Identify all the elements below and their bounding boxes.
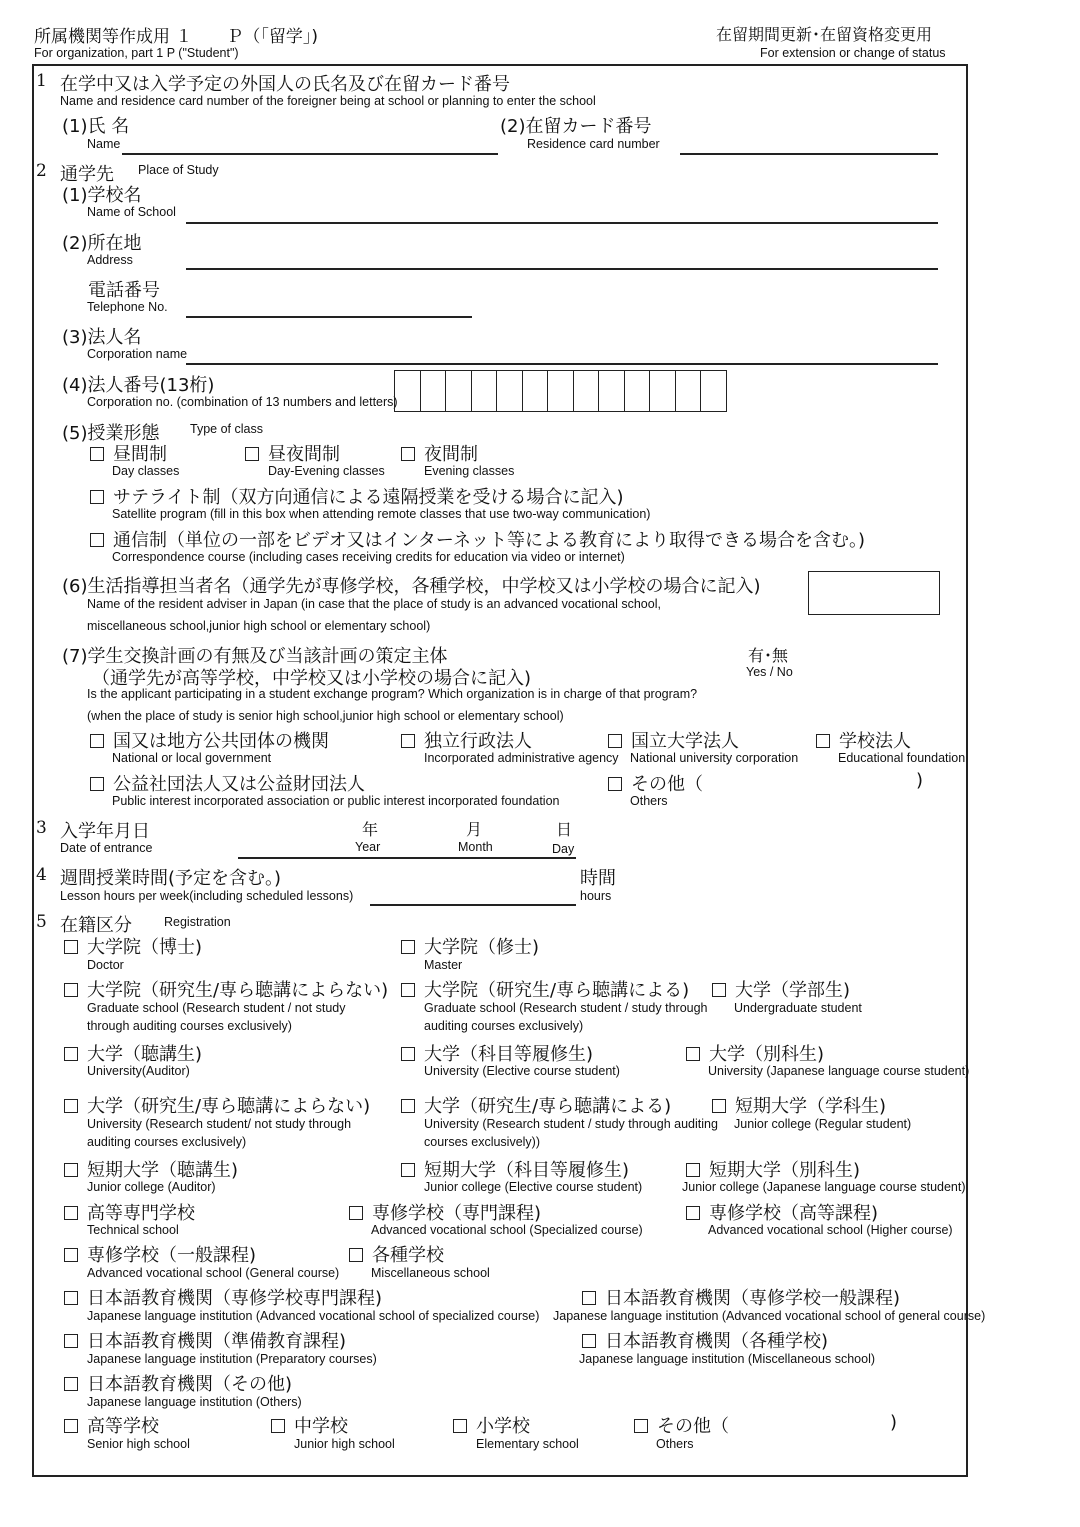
option-label: 日本語教育機関（専修学校専門課程) — [87, 1288, 383, 1309]
corporation-number-digit[interactable] — [650, 371, 676, 411]
registration-option-en-2: auditing courses exclusively) — [87, 1135, 247, 1149]
year-label-en: Year — [355, 840, 381, 854]
section-4-title-jp: 週間授業時間(予定を含む。) — [60, 868, 282, 889]
option-label: 短期大学（別科生) — [709, 1160, 861, 1181]
option-label: 日本語教育機関（準備教育課程) — [87, 1331, 347, 1352]
checkbox[interactable] — [401, 1163, 415, 1177]
registration-option-en: Junior college (Regular student) — [734, 1117, 912, 1131]
checkbox[interactable] — [64, 1334, 78, 1348]
registration-option[interactable] — [686, 1040, 824, 1066]
checkbox[interactable] — [64, 1291, 78, 1305]
corporation-no-label-en: Corporation no. (combination of 13 numbers and letters) — [87, 395, 398, 409]
checkbox[interactable] — [401, 1099, 415, 1113]
registration-option[interactable] — [453, 1412, 530, 1438]
name-label-jp: (1)氏 名 — [62, 116, 130, 137]
address-field[interactable] — [186, 268, 938, 270]
hours-label-en: hours — [580, 889, 612, 903]
option-label: 小学校 — [476, 1416, 530, 1437]
option-label: 昼間制 — [113, 444, 167, 465]
checkbox[interactable] — [90, 734, 104, 748]
option-day-evening-classes-en: Day-Evening classes — [268, 464, 385, 478]
registration-option-en: Doctor — [87, 958, 124, 972]
corporation-number-digit[interactable] — [599, 371, 625, 411]
registration-option-en: Undergraduate student — [734, 1001, 862, 1015]
option-correspondence-en: Correspondence course (including cases receiving credits for education via video or internet) — [112, 550, 625, 564]
option-label: 短期大学（聴講生) — [87, 1160, 239, 1181]
registration-option-en: Master — [424, 958, 463, 972]
option-label: 国立大学法人 — [631, 731, 739, 752]
section-4-number: 4 — [36, 865, 47, 885]
residence-card-field[interactable] — [680, 153, 938, 155]
adviser-label-en-1: Name of the resident adviser in Japan (in case that the place of study is an advanced vocational school, — [87, 597, 661, 611]
checkbox[interactable] — [64, 1419, 78, 1433]
checkbox[interactable] — [401, 983, 415, 997]
option-label: 短期大学（学科生) — [735, 1096, 887, 1117]
option-label: 日本語教育機関（専修学校一般課程) — [605, 1288, 901, 1309]
section-1-title-en: Name and residence card number of the foreigner being at school or planning to enter the school — [60, 94, 596, 108]
registration-option[interactable] — [634, 1412, 729, 1438]
day-label-en: Day — [552, 842, 575, 856]
option-evening-classes-en: Evening classes — [424, 464, 515, 478]
registration-option-en: Japanese language institution (Miscellaneous school) — [579, 1352, 876, 1366]
corporation-number-digit[interactable] — [446, 371, 472, 411]
registration-option[interactable] — [349, 1241, 444, 1267]
option-label: 大学院（研究生/専ら聴講によらない) — [87, 980, 389, 1001]
option-national-university-en: National university corporation — [630, 751, 799, 765]
form-title-en: For organization, part 1 P ("Student") — [34, 46, 239, 60]
checkbox[interactable] — [271, 1419, 285, 1433]
school-label-jp: (1)学校名 — [62, 185, 142, 206]
registration-option-en: University (Research student / study through auditing — [424, 1117, 718, 1131]
option-label: 専修学校（一般課程) — [87, 1245, 257, 1266]
checkbox[interactable] — [634, 1419, 648, 1433]
checkbox[interactable] — [245, 447, 259, 461]
registration-option-en: Japanese language institution (Others) — [87, 1395, 302, 1409]
option-educational-foundation-en: Educational foundation — [838, 751, 966, 765]
checkbox[interactable] — [712, 1099, 726, 1113]
registration-option-en: Junior college (Japanese language course student) — [682, 1180, 966, 1194]
form-purpose-jp: 在留期間更新･在留資格変更用 — [716, 25, 933, 44]
hours-label-jp: 時間 — [580, 868, 616, 889]
registration-option[interactable] — [401, 933, 539, 959]
checkbox[interactable] — [712, 983, 726, 997]
registration-option-en-2: through auditing courses exclusively) — [87, 1019, 292, 1033]
registration-option-en-2: auditing courses exclusively) — [424, 1019, 584, 1033]
option-label: その他（ — [631, 774, 703, 795]
registration-option[interactable] — [401, 1092, 671, 1118]
exchange-label-en-2: (when the place of study is senior high school,junior high school or elementary school) — [87, 709, 564, 723]
registration-option-en: Advanced vocational school (Specialized course) — [371, 1223, 643, 1237]
option-educational-foundation[interactable] — [816, 727, 911, 753]
section-5-title-en: Registration — [164, 915, 231, 929]
registration-option[interactable] — [64, 1199, 195, 1225]
registration-option[interactable] — [401, 976, 689, 1002]
option-label: その他（ — [657, 1416, 729, 1437]
checkbox[interactable] — [64, 1099, 78, 1113]
registration-option-en: Japanese language institution (Advanced vocational school of specialized course) — [87, 1309, 540, 1323]
adviser-name-field[interactable] — [808, 571, 940, 615]
registration-option-en: Advanced vocational school (Higher course) — [708, 1223, 953, 1237]
corporation-number-digit[interactable] — [701, 371, 726, 411]
exchange-yes-no-en: Yes / No — [746, 665, 793, 679]
option-government[interactable] — [90, 727, 329, 753]
option-label: 日本語教育機関（その他) — [87, 1374, 293, 1395]
option-satellite-en: Satellite program (fill in this box when attending remote classes that use two-way communication) — [112, 507, 651, 521]
telephone-field[interactable] — [186, 316, 472, 318]
section-2-number: 2 — [36, 161, 47, 181]
registration-option-en: Junior college (Auditor) — [87, 1180, 216, 1194]
option-label: 日本語教育機関（各種学校) — [605, 1331, 829, 1352]
option-correspondence[interactable] — [90, 526, 865, 552]
entrance-date-field[interactable] — [238, 857, 576, 859]
checkbox[interactable] — [686, 1206, 700, 1220]
option-others[interactable] — [608, 770, 703, 796]
option-others-en: Others — [630, 794, 668, 808]
registration-option-en: Japanese language institution (Preparatory courses) — [87, 1352, 377, 1366]
telephone-label-jp: 電話番号 — [88, 280, 160, 301]
section-2-title-en: Place of Study — [138, 163, 219, 177]
corporation-number-digit[interactable] — [574, 371, 600, 411]
option-label: 各種学校 — [372, 1245, 444, 1266]
option-admin-agency-en: Incorporated administrative agency — [424, 751, 619, 765]
corporation-number-digit[interactable] — [548, 371, 574, 411]
address-label-jp: (2)所在地 — [62, 233, 142, 254]
registration-option[interactable] — [401, 1040, 593, 1066]
card-label-jp: (2)在留カード番号 — [500, 116, 652, 137]
checkbox[interactable] — [90, 447, 104, 461]
name-label-en: Name — [87, 137, 121, 151]
name-field[interactable] — [122, 153, 498, 155]
checkbox[interactable] — [582, 1334, 596, 1348]
checkbox[interactable] — [349, 1206, 363, 1220]
registration-option-en: University (Japanese language course student) — [708, 1064, 970, 1078]
checkbox[interactable] — [453, 1419, 467, 1433]
option-admin-agency[interactable] — [401, 727, 532, 753]
option-label: 高等学校 — [87, 1416, 159, 1437]
checkbox[interactable] — [64, 1377, 78, 1391]
option-label: 公益社団法人又は公益財団法人 — [113, 774, 365, 795]
corporation-number-digit[interactable] — [676, 371, 702, 411]
checkbox[interactable] — [686, 1163, 700, 1177]
option-label: 大学（別科生) — [709, 1044, 825, 1065]
corporation-number-digit[interactable] — [472, 371, 498, 411]
option-label: 国又は地方公共団体の機関 — [113, 731, 329, 752]
section-3-title-jp: 入学年月日 — [60, 821, 150, 842]
registration-option-en: University(Auditor) — [87, 1064, 190, 1078]
address-label-en: Address — [87, 253, 133, 267]
registration-option[interactable] — [64, 1327, 346, 1353]
section-1-title-jp: 在学中又は入学予定の外国人の氏名及び在留カード番号 — [60, 74, 510, 95]
section-3-number: 3 — [36, 818, 47, 838]
registration-option[interactable] — [64, 1040, 202, 1066]
registration-option[interactable] — [64, 1284, 382, 1310]
option-day-classes[interactable] — [90, 440, 167, 466]
class-type-label-jp: (5)授業形態 — [62, 423, 160, 444]
registration-option-en: University (Elective course student) — [424, 1064, 620, 1078]
registration-option-en: Graduate school (Research student / not study — [87, 1001, 346, 1015]
card-label-en: Residence card number — [527, 137, 660, 151]
registration-option-en: Others — [656, 1437, 694, 1451]
option-label: サテライト制（双方向通信による遠隔授業を受ける場合に記入) — [113, 487, 624, 508]
section-3-title-en: Date of entrance — [60, 841, 153, 855]
registration-option-en-2: courses exclusively)) — [424, 1135, 541, 1149]
corporation-label-en: Corporation name — [87, 347, 188, 361]
checkbox[interactable] — [686, 1047, 700, 1061]
month-label-en: Month — [458, 840, 493, 854]
corporation-number-digit[interactable] — [421, 371, 447, 411]
option-label: 専修学校（専門課程) — [372, 1203, 542, 1224]
checkbox[interactable] — [582, 1291, 596, 1305]
registration-option[interactable] — [64, 1370, 292, 1396]
registration-option-en: Advanced vocational school (General course) — [87, 1266, 340, 1280]
option-national-university[interactable] — [608, 727, 739, 753]
registration-option[interactable] — [64, 1156, 238, 1182]
month-label-jp: 月 — [466, 820, 483, 839]
checkbox[interactable] — [90, 490, 104, 504]
corporation-number-grid[interactable] — [394, 370, 727, 412]
option-label: 高等専門学校 — [87, 1203, 195, 1224]
registration-option[interactable] — [349, 1199, 541, 1225]
checkbox[interactable] — [608, 777, 622, 791]
adviser-label-en-2: miscellaneous school,junior high school or elementary school) — [87, 619, 431, 633]
form-title-jp: 所属機関等作成用 １ Ｐ（「留学」) — [34, 27, 319, 47]
option-public-interest[interactable] — [90, 770, 365, 796]
checkbox[interactable] — [64, 983, 78, 997]
registration-option-en: University (Research student/ not study through — [87, 1117, 352, 1131]
registration-option-en: Japanese language institution (Advanced vocational school of general course) — [553, 1309, 986, 1323]
exchange-label-jp-2: （通学先が高等学校，中学校又は小学校の場合に記入) — [92, 668, 532, 689]
checkbox[interactable] — [90, 533, 104, 547]
corporation-name-field[interactable] — [186, 363, 938, 365]
exchange-label-jp-1: (7)学生交換計画の有無及び当該計画の策定主体 — [62, 646, 448, 667]
telephone-label-en: Telephone No. — [87, 300, 168, 314]
corporation-number-digit[interactable] — [523, 371, 549, 411]
checkbox[interactable] — [608, 734, 622, 748]
registration-option[interactable] — [712, 1092, 886, 1118]
option-label: 中学校 — [294, 1416, 348, 1437]
option-evening-classes[interactable] — [401, 440, 478, 466]
option-government-en: National or local government — [112, 751, 272, 765]
checkbox[interactable] — [816, 734, 830, 748]
registration-option-en: Senior high school — [87, 1437, 190, 1451]
class-type-label-en: Type of class — [190, 422, 263, 436]
checkbox[interactable] — [64, 940, 78, 954]
option-label: 大学（研究生/専ら聴講によらない) — [87, 1096, 371, 1117]
option-public-interest-en: Public interest incorporated association or public interest incorporated foundation — [112, 794, 560, 808]
registration-option[interactable] — [582, 1327, 828, 1353]
option-day-classes-en: Day classes — [112, 464, 180, 478]
corporation-number-digit[interactable] — [395, 371, 421, 411]
corporation-number-digit[interactable] — [625, 371, 651, 411]
exchange-label-en-1: Is the applicant participating in a student exchange program? Which organization is in charge of that program? — [87, 687, 698, 701]
option-day-evening-classes[interactable] — [245, 440, 340, 466]
option-label: 独立行政法人 — [424, 731, 532, 752]
school-label-en: Name of School — [87, 205, 176, 219]
registration-option-en: Junior high school — [294, 1437, 395, 1451]
option-label: 学校法人 — [839, 731, 911, 752]
section-5-title-jp: 在籍区分 — [60, 915, 132, 936]
corporation-label-jp: (3)法人名 — [62, 327, 142, 348]
checkbox[interactable] — [64, 1163, 78, 1177]
registration-option[interactable] — [686, 1199, 878, 1225]
option-label: 大学（学部生) — [735, 980, 851, 1001]
option-label: 大学院（研究生/専ら聴講による) — [424, 980, 690, 1001]
checkbox[interactable] — [90, 777, 104, 791]
form-purpose-en: For extension or change of status — [760, 46, 946, 60]
checkbox[interactable] — [64, 1248, 78, 1262]
section-4-title-en: Lesson hours per week(including scheduled lessons) — [60, 889, 354, 903]
checkbox[interactable] — [401, 447, 415, 461]
adviser-label-jp: (6)生活指導担当者名（通学先が専修学校，各種学校，中学校又は小学校の場合に記入) — [62, 576, 761, 597]
registration-option[interactable] — [582, 1284, 900, 1310]
option-satellite[interactable] — [90, 483, 623, 509]
section-5-number: 5 — [36, 912, 47, 932]
checkbox[interactable] — [401, 940, 415, 954]
section-2-title-jp: 通学先 — [60, 164, 114, 185]
registration-option[interactable] — [271, 1412, 348, 1438]
checkbox[interactable] — [64, 1047, 78, 1061]
option-label: 夜間制 — [424, 444, 478, 465]
option-label: 大学（聴講生) — [87, 1044, 203, 1065]
corporation-number-digit[interactable] — [497, 371, 523, 411]
year-label-jp: 年 — [362, 820, 379, 839]
option-label: 短期大学（科目等履修生) — [424, 1160, 630, 1181]
registration-option-en: Graduate school (Research student / study through — [424, 1001, 708, 1015]
option-label: 専修学校（高等課程) — [709, 1203, 879, 1224]
registration-option-en: Elementary school — [476, 1437, 579, 1451]
checkbox[interactable] — [401, 1047, 415, 1061]
checkbox[interactable] — [349, 1248, 363, 1262]
section-1-number: 1 — [36, 71, 47, 91]
day-label-jp: 日 — [556, 820, 573, 839]
registration-option[interactable] — [401, 1156, 629, 1182]
registration-option[interactable] — [64, 933, 202, 959]
option-label: 大学（研究生/専ら聴講による) — [424, 1096, 672, 1117]
school-name-field[interactable] — [186, 222, 938, 224]
lesson-hours-field[interactable] — [370, 904, 576, 906]
registration-option[interactable] — [64, 976, 388, 1002]
option-label: 昼夜間制 — [268, 444, 340, 465]
registration-option[interactable] — [686, 1156, 860, 1182]
registration-option[interactable] — [712, 976, 850, 1002]
option-label: 大学（科目等履修生) — [424, 1044, 594, 1065]
registration-option-en: Miscellaneous school — [371, 1266, 490, 1280]
exchange-yes-no-jp[interactable]: 有･無 — [748, 646, 789, 665]
registration-option[interactable] — [64, 1241, 256, 1267]
option-label: 大学院（修士) — [424, 937, 540, 958]
corporation-no-label-jp: (4)法人番号(13桁) — [62, 375, 215, 396]
registration-others-close-paren: ) — [890, 1412, 898, 1433]
option-label: 通信制（単位の一部をビデオ又はインターネット等による教育により取得できる場合を含む。) — [113, 530, 866, 551]
option-label: 大学院（博士) — [87, 937, 203, 958]
registration-option-en: Technical school — [87, 1223, 179, 1237]
checkbox[interactable] — [64, 1206, 78, 1220]
others-close-paren: ) — [916, 770, 924, 791]
checkbox[interactable] — [401, 734, 415, 748]
registration-option-en: Junior college (Elective course student) — [424, 1180, 643, 1194]
registration-option[interactable] — [64, 1092, 370, 1118]
registration-option[interactable] — [64, 1412, 159, 1438]
